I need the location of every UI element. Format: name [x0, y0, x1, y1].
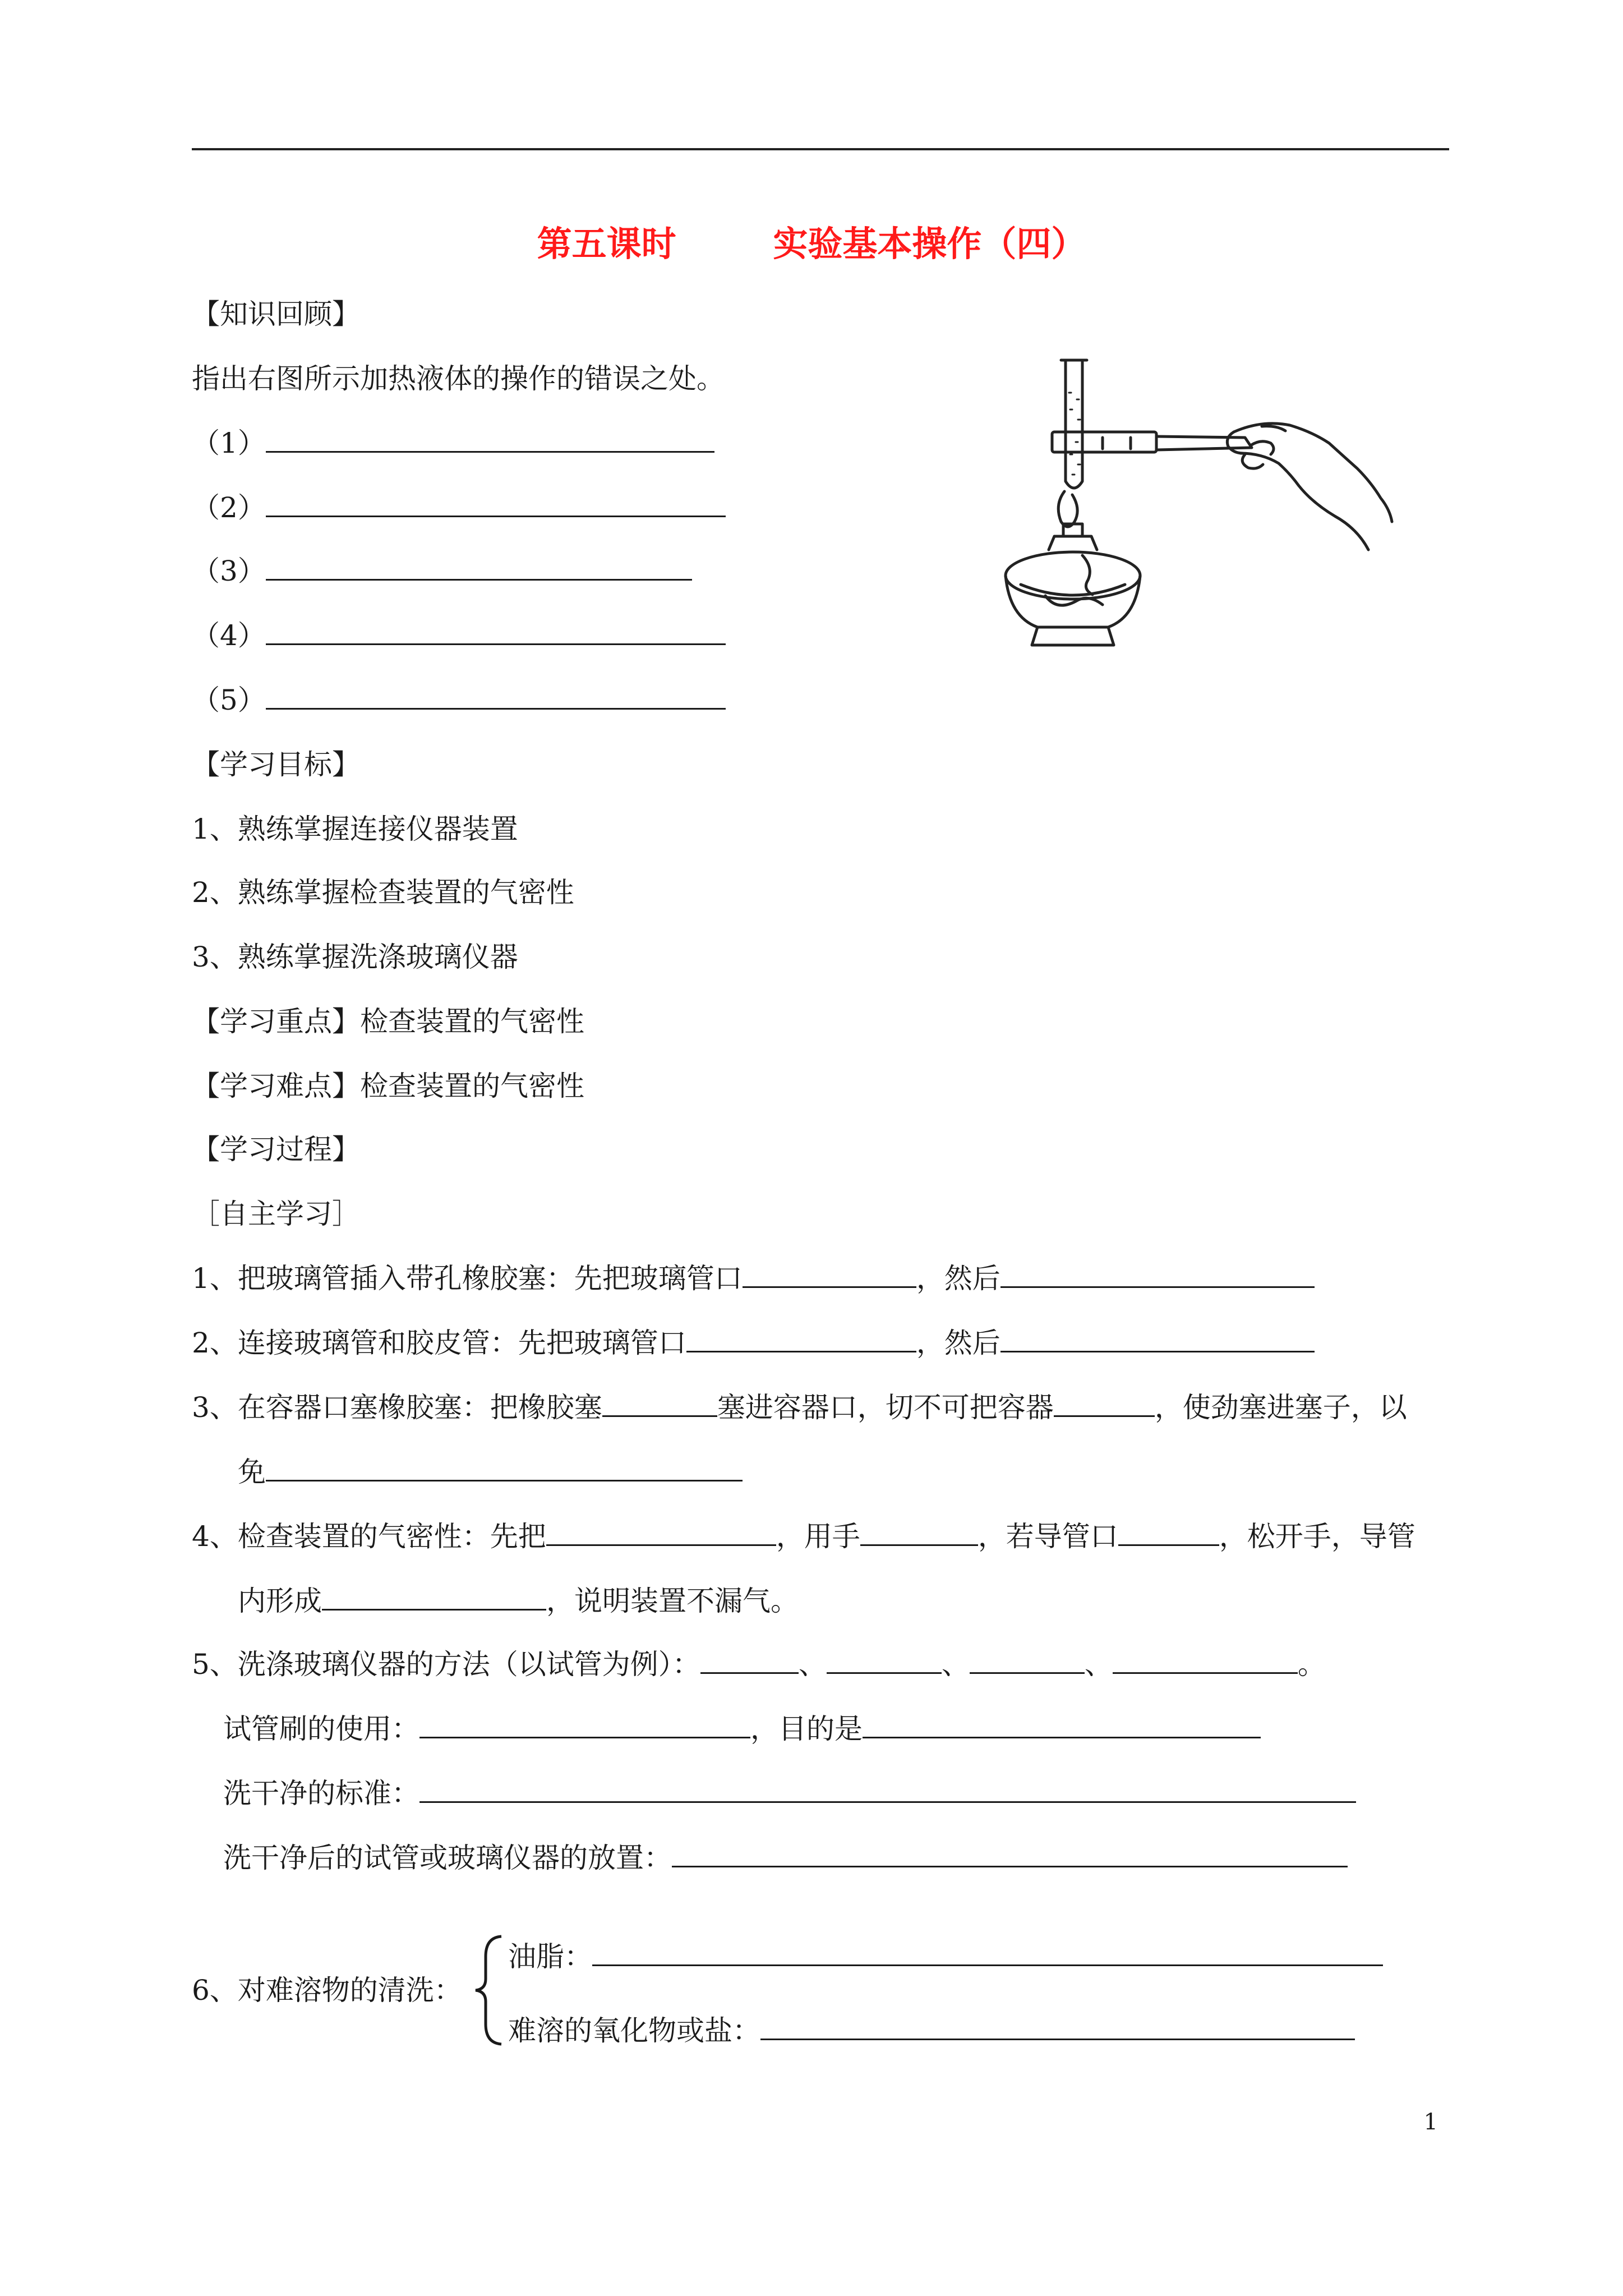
test-tube-brush-usage: 试管刷的使用： ，目的是: [223, 1712, 1261, 1746]
answer-blank[interactable]: [743, 1262, 916, 1288]
answer-blank[interactable]: [266, 426, 714, 453]
curly-brace-icon: [472, 1934, 506, 2046]
clean-placement: 洗干净后的试管或玻璃仪器的放置：: [223, 1841, 1348, 1875]
answer-blank[interactable]: [686, 1326, 916, 1352]
answer-blank[interactable]: [760, 2014, 1355, 2040]
answer-blank[interactable]: [266, 554, 692, 581]
answer-blank[interactable]: [1000, 1262, 1315, 1288]
heating-test-tube-illustration: [998, 353, 1402, 668]
learning-focus: 【学习重点】检查装置的气密性: [192, 1005, 584, 1038]
question-3: 3、在容器口塞橡胶塞：把橡胶塞 塞进容器口，切不可把容器 ，使劲塞进塞子，以: [192, 1391, 1407, 1424]
review-item-1: （1）: [192, 426, 714, 460]
review-header: 【知识回顾】: [192, 298, 360, 330]
page-number: 1: [1423, 2109, 1438, 2135]
goal-item-3: 3、熟练掌握洗涤玻璃仪器: [192, 941, 518, 973]
header-rule: [192, 148, 1449, 150]
oil-cleaning: 油脂：: [508, 1940, 1383, 1973]
answer-blank[interactable]: [970, 1648, 1085, 1674]
question-4-continued: 内形成 ，说明装置不漏气。: [238, 1585, 799, 1617]
goal-item-2: 2、熟练掌握检查装置的气密性: [192, 876, 574, 909]
question-1: 1、把玻璃管插入带孔橡胶塞：先把玻璃管口 ，然后: [192, 1262, 1315, 1295]
question-2: 2、连接玻璃管和胶皮管：先把玻璃管口 ，然后: [192, 1326, 1315, 1360]
page-title: 第五课时 实验基本操作（四）: [537, 223, 1086, 264]
answer-blank[interactable]: [592, 1940, 1383, 1966]
process-header: 【学习过程】: [192, 1133, 360, 1166]
answer-blank[interactable]: [322, 1584, 546, 1611]
answer-blank[interactable]: [1054, 1391, 1155, 1417]
answer-blank[interactable]: [266, 683, 726, 710]
answer-blank[interactable]: [1000, 1326, 1315, 1352]
question-5: 5、洗涤玻璃仪器的方法（以试管为例）： 、 、 、 。: [192, 1648, 1326, 1681]
answer-blank[interactable]: [672, 1841, 1348, 1867]
answer-blank[interactable]: [602, 1391, 717, 1417]
clean-standard: 洗干净的标准：: [223, 1777, 1356, 1810]
answer-blank[interactable]: [419, 1777, 1356, 1803]
learning-difficulty: 【学习难点】检查装置的气密性: [192, 1070, 584, 1102]
question-4: 4、检查装置的气密性：先把 ，用手 ，若导管口 ，松开手，导管: [192, 1520, 1415, 1553]
question-6: 6、对难溶物的清洗：: [192, 1974, 462, 2007]
answer-blank[interactable]: [1118, 1520, 1219, 1546]
answer-blank[interactable]: [546, 1520, 776, 1546]
answer-blank[interactable]: [1113, 1648, 1298, 1674]
answer-blank[interactable]: [419, 1712, 750, 1738]
review-item-2: （2）: [192, 491, 726, 524]
answer-blank[interactable]: [700, 1648, 799, 1674]
review-item-4: （4）: [192, 619, 726, 652]
answer-blank[interactable]: [266, 1455, 743, 1481]
review-prompt: 指出右图所示加热液体的操作的错误之处。: [192, 362, 725, 395]
oxide-salt-cleaning: 难溶的氧化物或盐：: [508, 2014, 1355, 2047]
goal-item-1: 1、熟练掌握连接仪器装置: [192, 813, 518, 845]
question-3-continued: 免: [238, 1455, 743, 1489]
answer-blank[interactable]: [827, 1648, 942, 1674]
self-study-header: ［自主学习］: [192, 1198, 360, 1230]
answer-blank[interactable]: [266, 619, 726, 645]
answer-blank[interactable]: [860, 1520, 978, 1546]
review-item-3: （3）: [192, 554, 692, 588]
goals-header: 【学习目标】: [192, 748, 360, 781]
answer-blank[interactable]: [266, 491, 726, 517]
review-item-5: （5）: [192, 683, 726, 717]
answer-blank[interactable]: [863, 1712, 1261, 1738]
